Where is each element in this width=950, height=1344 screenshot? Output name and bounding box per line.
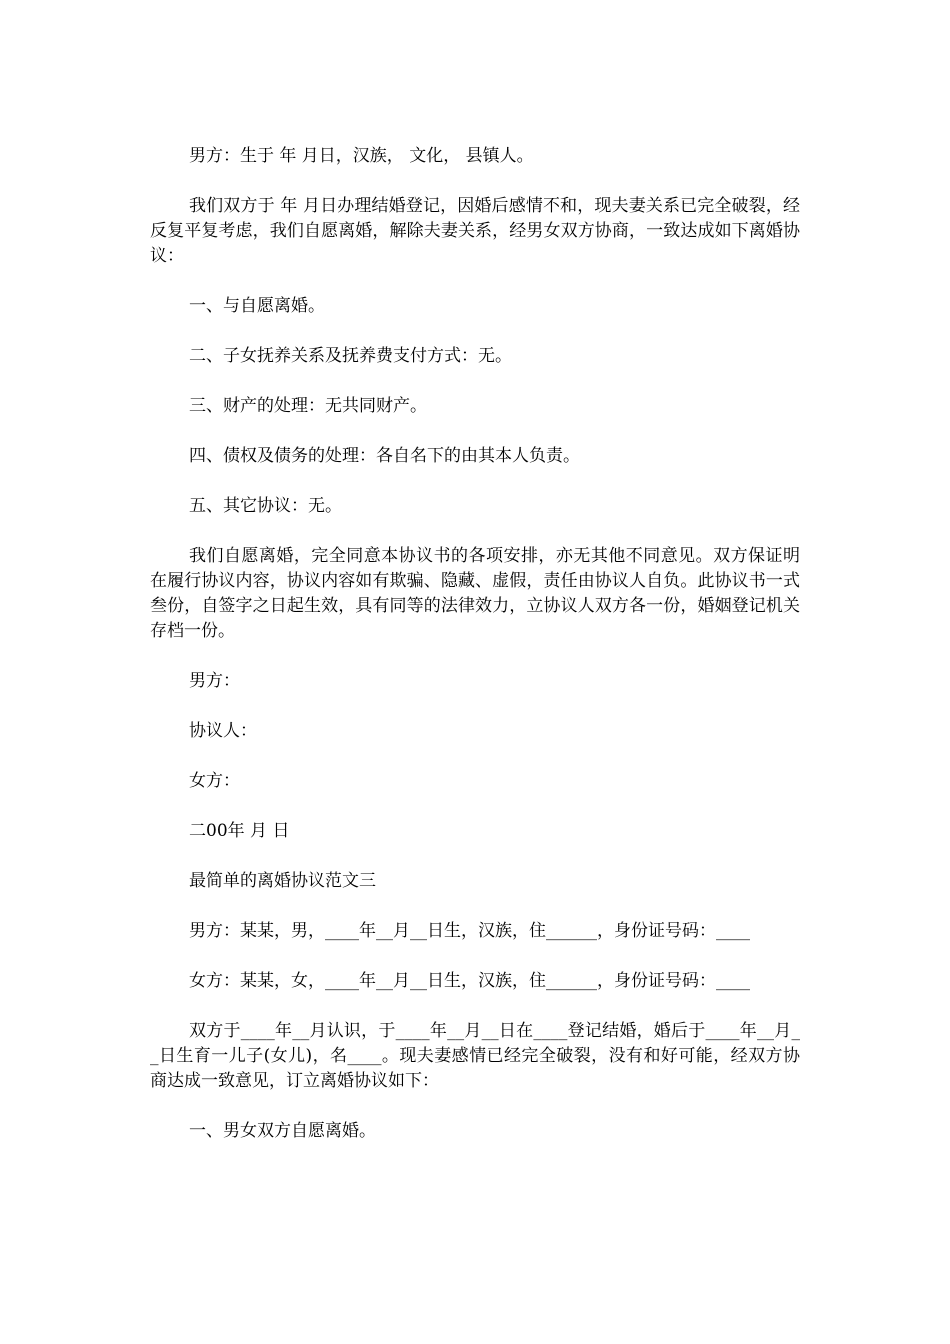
clause-4: 四、债权及债务的处理：各自名下的由其本人负责。 (189, 446, 580, 466)
signature-woman: 女方： (189, 771, 240, 791)
man-info-paragraph: 男方：生于 年 月日，汉族， 文化， 县镇人。 (189, 146, 534, 166)
signature-man: 男方： (189, 671, 240, 691)
man-details-paragraph: 男方：某某，男，____年__月__日生，汉族，住______，身份证号码：____ (189, 921, 750, 941)
agreement-statement-paragraph: 我们自愿离婚，完全同意本协议书的各项安排，亦无其他不同意见。双方保证明在履行协议内容，协议内容如有欺骗、隐藏、虚假，责任由协议人自负。此协议书一式叁份，自签字之日起生效，具有同等的法律效力，立协议人双方各一份，婚姻登记机关存档一份。 (150, 546, 800, 641)
signature-parties: 协议人： (189, 721, 257, 741)
clause-3: 三、财产的处理：无共同财产。 (189, 396, 427, 416)
marriage-history-paragraph: 双方于____年__月认识，于____年__月__日在____登记结婚，婚后于____年__月__日生育一儿子(女儿)，名____。现夫妻感情已经完全破裂，没有和好可能，经双方协商达成一致意见，订立离婚协议如下： (150, 1021, 800, 1091)
signature-date: 二00年 月 日 (189, 821, 290, 841)
clause-1-second-agreement: 一、男女双方自愿离婚。 (189, 1121, 376, 1141)
clause-5: 五、其它协议：无。 (189, 496, 342, 516)
document-body (150, 144, 800, 1169)
marriage-registration-paragraph: 我们双方于 年 月日办理结婚登记，因婚后感情不和，现夫妻关系已完全破裂，经反复平复考虑，我们自愿离婚，解除夫妻关系，经男女双方协商，一致达成如下离婚协议： (150, 196, 800, 266)
section-title: 最简单的离婚协议范文三 (189, 871, 376, 891)
clause-1: 一、与自愿离婚。 (189, 296, 325, 316)
woman-details-paragraph: 女方：某某，女，____年__月__日生，汉族，住______，身份证号码：____ (189, 971, 750, 991)
clause-2: 二、子女抚养关系及抚养费支付方式：无。 (189, 346, 512, 366)
